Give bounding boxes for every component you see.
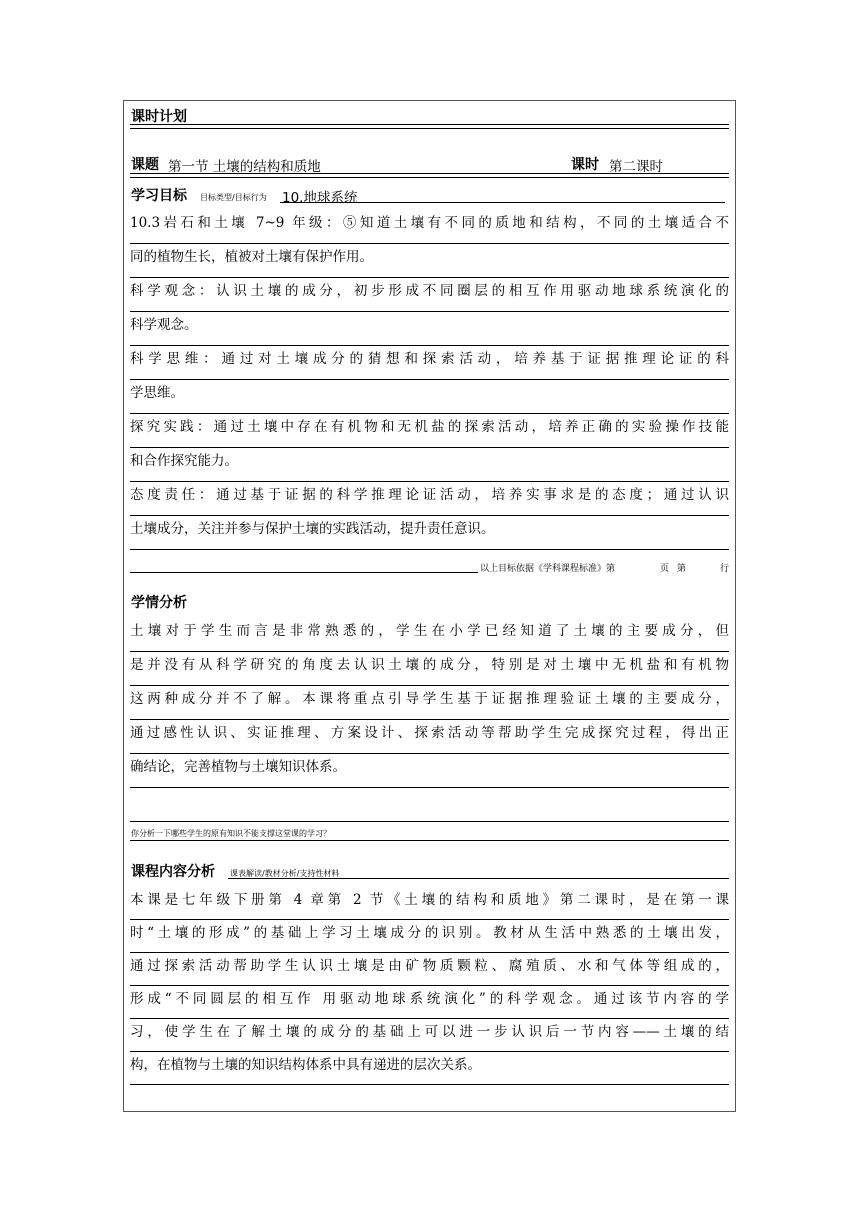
objectives-line: 科学思维：通过对土壤成分的猜想和探索活动，培养基于证据推理论证的科 [130, 346, 729, 380]
student-analysis-line: 土壤对于学生而言是非常熟悉的，学生在小学已经知道了土壤的主要成分，但 [130, 618, 729, 652]
student-analysis-line: 是并没有从科学研究的角度去认识土壤的成分，特别是对土壤中无机盐和有机物 [130, 652, 729, 686]
objectives-text [130, 210, 729, 550]
objectives-standard: 10.地球系统 [282, 190, 358, 206]
objectives-line: 科学观念：认识土壤的成分，初步形成不同圈层的相互作用驱动地球系统演化的 [130, 278, 729, 312]
objectives-line: 土壤成分，关注并参与保护土壤的实践活动，提升责任意识。 [130, 516, 729, 550]
objectives-label: 学习目标 [131, 188, 187, 204]
topic-label: 课题 [131, 157, 159, 173]
student-analysis-label: 学情分析 [131, 595, 187, 611]
student-analysis-text [130, 618, 729, 822]
source-page-label: 页 [660, 564, 670, 574]
plan-title: 课时计划 [131, 109, 187, 125]
objectives-line: 学思维。 [130, 380, 729, 414]
content-analysis-line: 习，使学生在了解土壤的成分的基础上可以进一步认识后一节内容——土壤的结 [130, 1019, 729, 1052]
student-analysis-prompt: 你分析一下哪些学生的原有知识不能支撑这堂课的学习？ [131, 829, 331, 838]
prompt-underline [130, 840, 729, 841]
student-analysis-blank-line [130, 788, 729, 822]
objectives-hint: 目标类型/目标行为 [200, 193, 267, 202]
content-analysis-line: 本课是七年级下册第 4 章第 2 节《土壤的结构和质地》第二课时，是在第一课 [130, 887, 729, 920]
content-analysis-line: 构，在植物与土壤的知识结构体系中具有递进的层次关系。 [130, 1052, 729, 1085]
period-value: 第二课时 [609, 159, 663, 175]
content-analysis-text [130, 887, 729, 1085]
objectives-line: 和合作探究能力。 [130, 448, 729, 482]
content-analysis-label: 课程内容分析 [131, 864, 215, 880]
title-underline [130, 124, 729, 129]
source-note: 以上目标依据《学科课程标准》第 [480, 564, 616, 574]
objectives-line: 10.3岩石和土壤 7~9 年级：⑤知道土壤有不同的质地和结构，不同的土壤适合不 [130, 210, 729, 244]
objectives-line: 探究实践：通过土壤中存在有机物和无机盐的探索活动，培养正确的实验操作技能 [130, 414, 729, 448]
content-analysis-line: 形成“不同圆层的相互作 用驱动地球系统演化”的科学观念。通过该节内容的学 [130, 986, 729, 1019]
period-label: 课时 [571, 157, 599, 173]
content-analysis-line: 时“土壤的形成”的基础上学习土壤成分的识别。教材从生活中熟悉的土壤出发， [130, 920, 729, 953]
objectives-header-underline [280, 202, 725, 203]
source-di-label: 第 [677, 564, 687, 574]
objectives-line: 科学观念。 [130, 312, 729, 346]
content-analysis-line: 通过探索活动帮助学生认识土壤是由矿物质颗粒、腐殖质、水和气体等组成的， [130, 953, 729, 986]
lesson-underline [130, 173, 729, 178]
student-analysis-line: 通过感性认识、实证推理、方案设计、探索活动等帮助学生完成探究过程，得出正 [130, 720, 729, 754]
objectives-line: 态度责任：通过基于证据的科学推理论证活动，培养实事求是的态度；通过认识 [130, 482, 729, 516]
topic-value: 第一节 土壤的结构和质地 [168, 159, 321, 175]
student-analysis-line: 确结论，完善植物与土壤知识体系。 [130, 754, 729, 788]
content-header-underline [228, 878, 729, 879]
student-analysis-line: 这两种成分并不了解。本课将重点引导学生基于证据推理验证土壤的主要成分， [130, 686, 729, 720]
content-analysis-hint: 课表解读/教材分析/支持性材料 [230, 869, 340, 878]
source-fill-line [130, 572, 478, 573]
source-row-label: 行 [720, 564, 730, 574]
objectives-line: 同的植物生长，植被对土壤有保护作用。 [130, 244, 729, 278]
